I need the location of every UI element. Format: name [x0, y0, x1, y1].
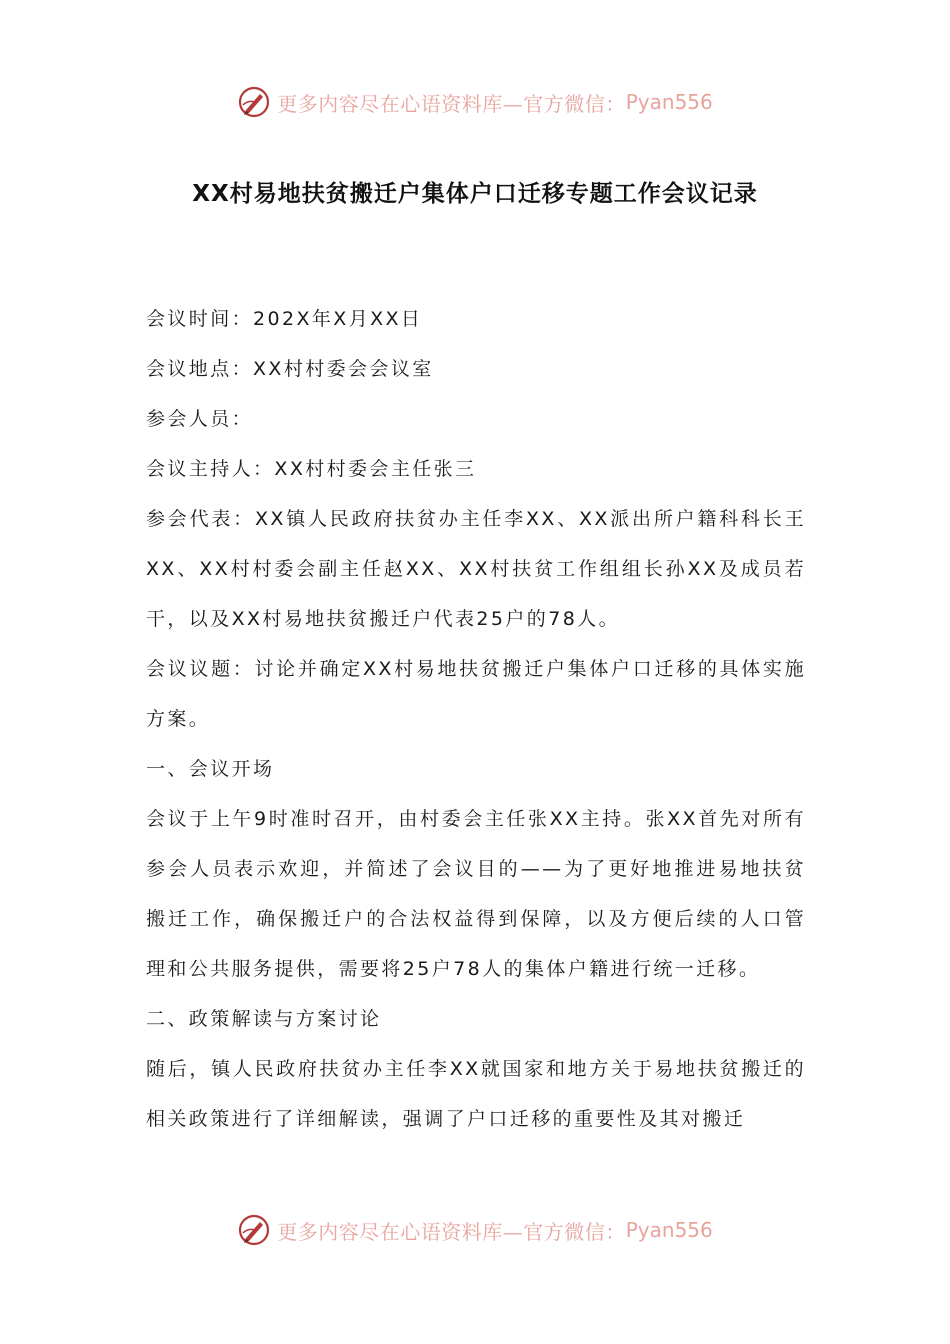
watermark-text: 更多内容尽在心语资料库—官方微信：	[277, 1219, 626, 1244]
pen-logo-icon	[237, 1213, 271, 1247]
pen-logo-icon	[237, 85, 271, 119]
document-title: XX村易地扶贫搬迁户集体户口迁移专题工作会议记录	[192, 181, 758, 207]
meeting-location: 会议地点：XX村村委会会议室	[146, 358, 434, 380]
watermark-banner-bottom	[0, 1210, 950, 1250]
watermark-banner-top	[0, 82, 950, 122]
section-heading-policy: 二、政策解读与方案讨论	[146, 1008, 382, 1030]
section-heading-opening: 一、会议开场	[146, 758, 275, 780]
attendees-heading: 参会人员：	[146, 408, 254, 430]
watermark-text: 更多内容尽在心语资料库—官方微信：	[277, 91, 626, 116]
meeting-time: 会议时间：202X年X月XX日	[146, 308, 423, 330]
opening-paragraph: 会议于上午9时准时召开，由村委会主任张XX主持。张XX首先对所有参会人员表示欢迎，并简述了会议目的——为了更好地推进易地扶贫搬迁工作，确保搬迁户的合法权益得到保障，以及方便后续的人口管理和公共服务提供，需要将25户78人的集体户籍进行统一迁移。	[146, 808, 806, 980]
watermark-wechat-id: Pyan556	[625, 90, 713, 114]
meeting-topic: 会议议题：讨论并确定XX村易地扶贫搬迁户集体户口迁移的具体实施方案。	[146, 658, 806, 730]
document-body	[146, 294, 806, 1144]
meeting-host: 会议主持人：XX村村委会主任张三	[146, 458, 477, 480]
policy-paragraph: 随后，镇人民政府扶贫办主任李XX就国家和地方关于易地扶贫搬迁的相关政策进行了详细解读，强调了户口迁移的重要性及其对搬迁	[146, 1058, 806, 1130]
watermark-wechat-id: Pyan556	[625, 1218, 713, 1242]
attendee-representatives: 参会代表：XX镇人民政府扶贫办主任李XX、XX派出所户籍科科长王XX、XX村村委会副主任赵XX、XX村扶贫工作组组长孙XX及成员若干，以及XX村易地扶贫搬迁户代表25户的78人。	[146, 508, 806, 630]
